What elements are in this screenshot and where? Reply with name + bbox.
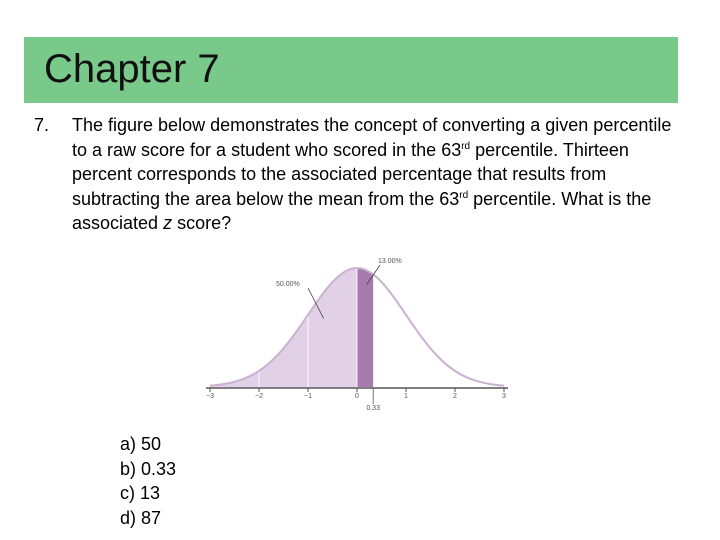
- answer-options: [120, 432, 176, 530]
- x-tick-label: −1: [304, 393, 312, 400]
- question-number: 7.: [34, 115, 50, 135]
- x-tick-label: 0: [355, 393, 359, 400]
- question-text-part: percentile. Thirteen percent corresponds to the associated percentage that results from subtracting the area below the mean from the 63: [72, 139, 629, 209]
- option-c[interactable]: c) 13: [120, 483, 161, 503]
- x-tick-label: −3: [206, 393, 214, 400]
- ordinal-suffix: rd: [461, 140, 471, 152]
- x-tick-label: 3: [502, 393, 506, 400]
- x-tick-label: 2: [453, 393, 457, 400]
- ordinal-suffix: rd: [459, 189, 469, 201]
- x-tick-label: 1: [404, 393, 408, 400]
- option-d[interactable]: d) 87: [120, 507, 162, 528]
- option-a[interactable]: a) 50: [120, 434, 162, 454]
- z-variable: z: [163, 213, 173, 233]
- question-text-part: score?: [172, 213, 232, 233]
- question-text: [72, 113, 674, 236]
- question-block: [34, 113, 674, 236]
- normal-distribution-chart: [198, 250, 518, 420]
- title-bar: [24, 37, 678, 103]
- shaded-region-1: [357, 268, 373, 387]
- slide-title: Chapter 7: [44, 47, 220, 91]
- question-text-part: percentile. What is the associated: [72, 188, 652, 233]
- question-text-part: The figure below demonstrates the concept of converting a given percentile to a raw score for a student who scored in the 63: [72, 115, 672, 160]
- region-label-13: 13.00%: [378, 258, 402, 265]
- option-b[interactable]: b) 0.33: [120, 458, 177, 479]
- x-tick-label: −2: [255, 393, 263, 400]
- marker-label: 0.33: [366, 405, 380, 412]
- region-label-50: 50.00%: [276, 281, 300, 288]
